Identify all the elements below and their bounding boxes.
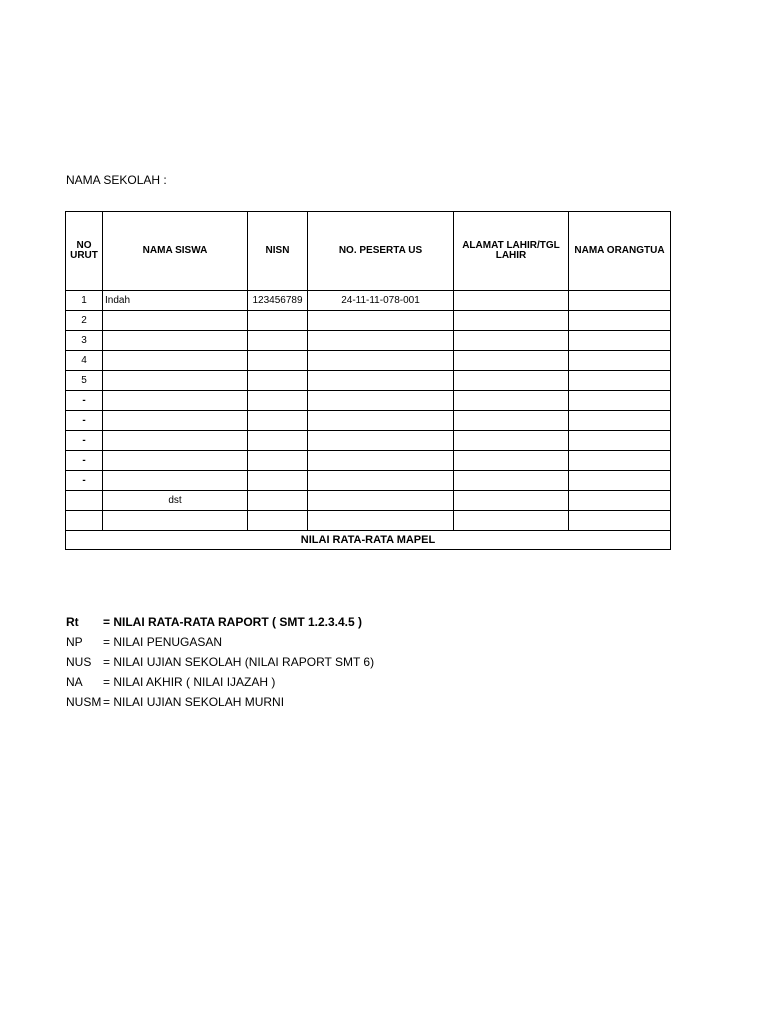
school-name-label: NAMA SEKOLAH :: [66, 173, 167, 187]
cell-nama-siswa: [103, 431, 248, 451]
table-row: [66, 431, 671, 451]
student-table: [65, 211, 671, 550]
cell-alamat: [454, 431, 569, 451]
cell-nisn: [248, 431, 308, 451]
cell-nisn: [248, 511, 308, 531]
table-row: [66, 371, 671, 391]
table-row: [66, 471, 671, 491]
legend-item: [66, 672, 374, 692]
cell-alamat: [454, 511, 569, 531]
footer-average-label: NILAI RATA-RATA MAPEL: [66, 531, 671, 550]
cell-alamat: [454, 411, 569, 431]
cell-orangtua: [569, 411, 671, 431]
cell-no: 5: [66, 371, 103, 391]
header-alamat: ALAMAT LAHIR/TGL LAHIR: [454, 212, 569, 291]
cell-no-peserta: [308, 411, 454, 431]
cell-no-peserta: 24-11-11-078-001: [308, 291, 454, 311]
cell-orangtua: [569, 351, 671, 371]
cell-nama-siswa: [103, 351, 248, 371]
table-row: [66, 411, 671, 431]
cell-orangtua: [569, 431, 671, 451]
cell-no-peserta: [308, 491, 454, 511]
cell-no-peserta: [308, 451, 454, 471]
cell-nama-siswa: [103, 311, 248, 331]
header-orangtua: NAMA ORANGTUA: [569, 212, 671, 291]
cell-no: 3: [66, 331, 103, 351]
cell-nama-siswa: [103, 511, 248, 531]
cell-alamat: [454, 451, 569, 471]
cell-no-peserta: [308, 311, 454, 331]
cell-nama-siswa: [103, 391, 248, 411]
table-header-row: [66, 212, 671, 291]
legend-value: = NILAI RATA-RATA RAPORT ( SMT 1.2.3.4.5 ): [103, 615, 363, 629]
cell-orangtua: [569, 331, 671, 351]
cell-nisn: 123456789: [248, 291, 308, 311]
table-row: [66, 451, 671, 471]
cell-nama-siswa: [103, 451, 248, 471]
legend-value: = NILAI AKHIR ( NILAI IJAZAH ): [103, 675, 276, 689]
cell-no: -: [66, 451, 103, 471]
cell-nisn: [248, 411, 308, 431]
cell-alamat: [454, 471, 569, 491]
table-row: [66, 331, 671, 351]
header-no-peserta: NO. PESERTA US: [308, 212, 454, 291]
cell-no-peserta: [308, 351, 454, 371]
cell-alamat: [454, 291, 569, 311]
cell-orangtua: [569, 291, 671, 311]
cell-nama-siswa: [103, 371, 248, 391]
table-row: [66, 351, 671, 371]
table-row: [66, 391, 671, 411]
cell-alamat: [454, 351, 569, 371]
cell-no: -: [66, 391, 103, 411]
cell-nama-siswa: [103, 471, 248, 491]
cell-no-peserta: [308, 511, 454, 531]
cell-alamat: [454, 311, 569, 331]
cell-nisn: [248, 371, 308, 391]
cell-no: 2: [66, 311, 103, 331]
cell-no: [66, 491, 103, 511]
cell-no: 4: [66, 351, 103, 371]
header-nisn: NISN: [248, 212, 308, 291]
table-row: [66, 491, 671, 511]
legend: [66, 612, 374, 712]
legend-key: NA: [66, 675, 83, 689]
header-nama-siswa: NAMA SISWA: [103, 212, 248, 291]
cell-nama-siswa: dst: [103, 491, 248, 511]
cell-orangtua: [569, 451, 671, 471]
legend-item: [66, 612, 374, 632]
legend-item: [66, 632, 374, 652]
cell-no-peserta: [308, 431, 454, 451]
cell-nisn: [248, 471, 308, 491]
cell-no: 1: [66, 291, 103, 311]
cell-alamat: [454, 371, 569, 391]
cell-nama-siswa: Indah: [103, 291, 248, 311]
legend-item: [66, 692, 374, 712]
cell-no: -: [66, 411, 103, 431]
cell-alamat: [454, 391, 569, 411]
cell-alamat: [454, 491, 569, 511]
legend-key: NUS: [66, 655, 92, 669]
cell-nisn: [248, 331, 308, 351]
cell-orangtua: [569, 511, 671, 531]
cell-alamat: [454, 331, 569, 351]
cell-nisn: [248, 491, 308, 511]
legend-value: = NILAI UJIAN SEKOLAH MURNI: [103, 695, 285, 709]
table-row: [66, 511, 671, 531]
table-footer-row: [66, 531, 671, 550]
legend-value: = NILAI UJIAN SEKOLAH (NILAI RAPORT SMT 6): [103, 655, 375, 669]
cell-orangtua: [569, 471, 671, 491]
legend-value: = NILAI PENUGASAN: [103, 635, 223, 649]
header-no-urut: NO URUT: [66, 212, 103, 291]
legend-item: [66, 652, 374, 672]
legend-key: NUSM: [66, 695, 102, 709]
cell-nisn: [248, 351, 308, 371]
cell-no-peserta: [308, 331, 454, 351]
cell-no-peserta: [308, 371, 454, 391]
legend-key: NP: [66, 635, 83, 649]
cell-no-peserta: [308, 471, 454, 491]
cell-orangtua: [569, 491, 671, 511]
cell-nisn: [248, 391, 308, 411]
table-row: [66, 291, 671, 311]
cell-no: -: [66, 431, 103, 451]
cell-orangtua: [569, 371, 671, 391]
cell-nisn: [248, 451, 308, 471]
cell-no: [66, 511, 103, 531]
cell-no-peserta: [308, 391, 454, 411]
cell-orangtua: [569, 311, 671, 331]
cell-orangtua: [569, 391, 671, 411]
cell-nisn: [248, 311, 308, 331]
legend-key: Rt: [66, 615, 79, 629]
cell-no: -: [66, 471, 103, 491]
cell-nama-siswa: [103, 331, 248, 351]
table-row: [66, 311, 671, 331]
cell-nama-siswa: [103, 411, 248, 431]
